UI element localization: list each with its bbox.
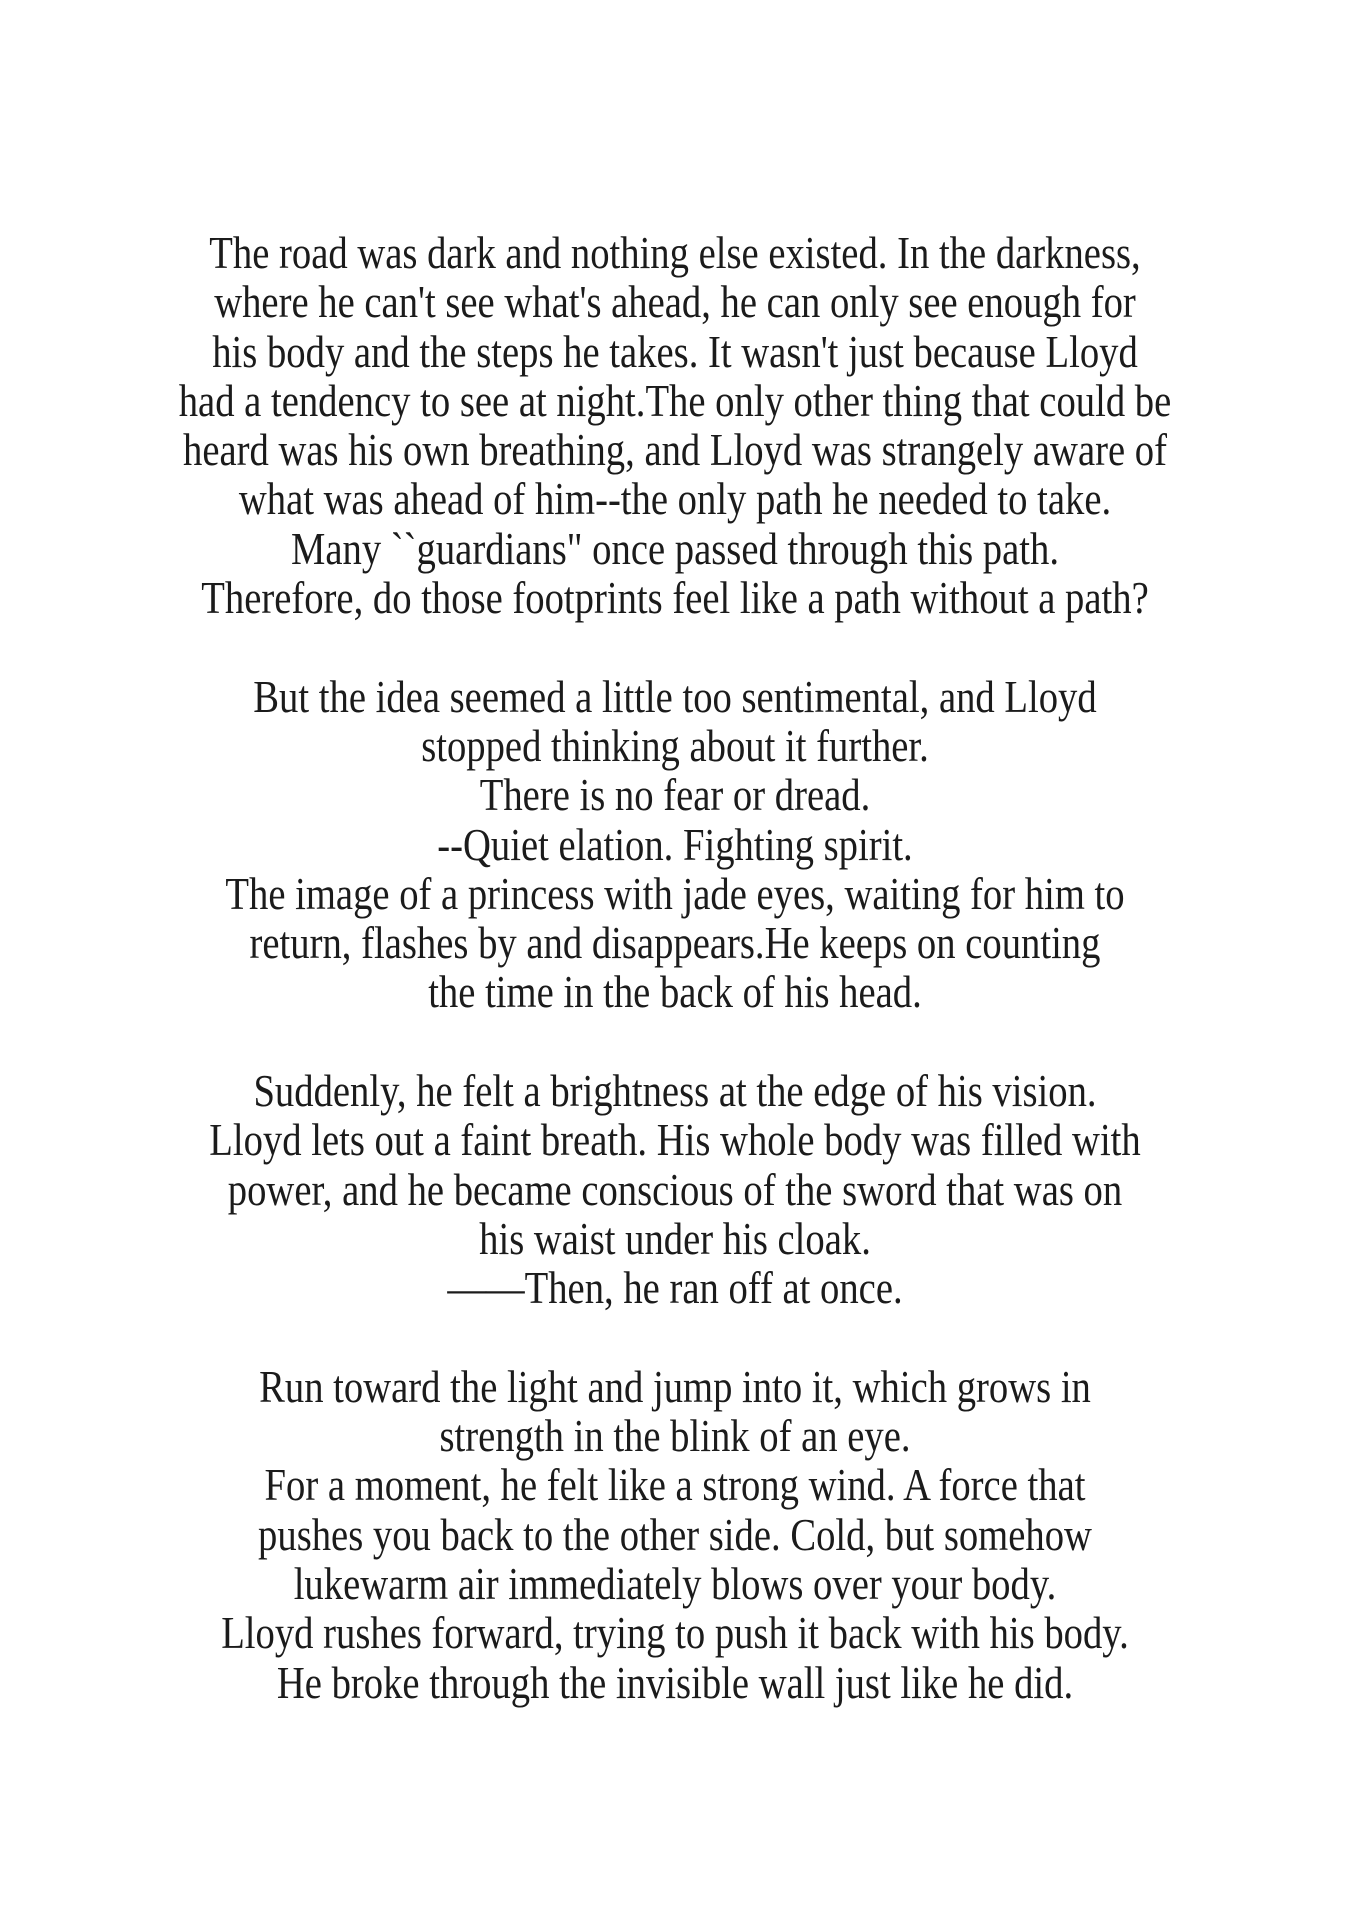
text-line: heard was his own breathing, and Lloyd was strangely aware of — [183, 424, 1167, 476]
text-line: He broke through the invisible wall just like he did. — [276, 1656, 1074, 1708]
text-line: pushes you back to the other side. Cold, but somehow — [258, 1508, 1092, 1560]
text-line: return, flashes by and disappears.He keeps on counting — [249, 917, 1101, 969]
text-line: lukewarm air immediately blows over your body. — [293, 1558, 1057, 1610]
text-line: where he can't see what's ahead, he can only see enough for — [214, 276, 1136, 328]
paragraph-4 — [108, 1362, 1242, 1707]
paragraph-2 — [108, 672, 1242, 1017]
paragraph-3 — [108, 1066, 1242, 1312]
paragraph-1 — [108, 228, 1242, 622]
text-line: Run toward the light and jump into it, which grows in — [259, 1360, 1091, 1412]
text-line: ——Then, he ran off at once. — [447, 1262, 903, 1314]
body-text — [108, 0, 1242, 1707]
text-line: stopped thinking about it further. — [421, 719, 929, 771]
text-line: Lloyd rushes forward, trying to push it back with his body. — [221, 1607, 1129, 1659]
text-line: There is no fear or dread. — [479, 769, 871, 821]
text-line: Many ``guardians" once passed through this path. — [290, 522, 1059, 574]
text-line: Lloyd lets out a faint breath. His whole body was filled with — [209, 1114, 1141, 1166]
text-line: had a tendency to see at night.The only other thing that could be — [178, 374, 1172, 426]
text-line: Therefore, do those footprints feel like a path without a path? — [201, 572, 1149, 624]
text-line: strength in the blink of an eye. — [439, 1410, 911, 1462]
text-line: But the idea seemed a little too sentimental, and Lloyd — [253, 670, 1097, 722]
text-line: Suddenly, he felt a brightness at the edge of his vision. — [253, 1065, 1097, 1117]
text-line: what was ahead of him--the only path he needed to take. — [238, 473, 1112, 525]
text-line: power, and he became conscious of the sword that was on — [227, 1163, 1123, 1215]
text-line: --Quiet elation. Fighting spirit. — [437, 818, 913, 870]
text-line: The image of a princess with jade eyes, waiting for him to — [225, 867, 1125, 919]
text-line: the time in the back of his head. — [428, 966, 922, 1018]
text-line: The road was dark and nothing else existed. In the darkness, — [209, 227, 1141, 278]
text-line: his body and the steps he takes. It wasn't just because Lloyd — [212, 325, 1138, 377]
text-line: his waist under his cloak. — [479, 1212, 871, 1264]
text-line: For a moment, he felt like a strong wind. A force that — [264, 1459, 1086, 1511]
